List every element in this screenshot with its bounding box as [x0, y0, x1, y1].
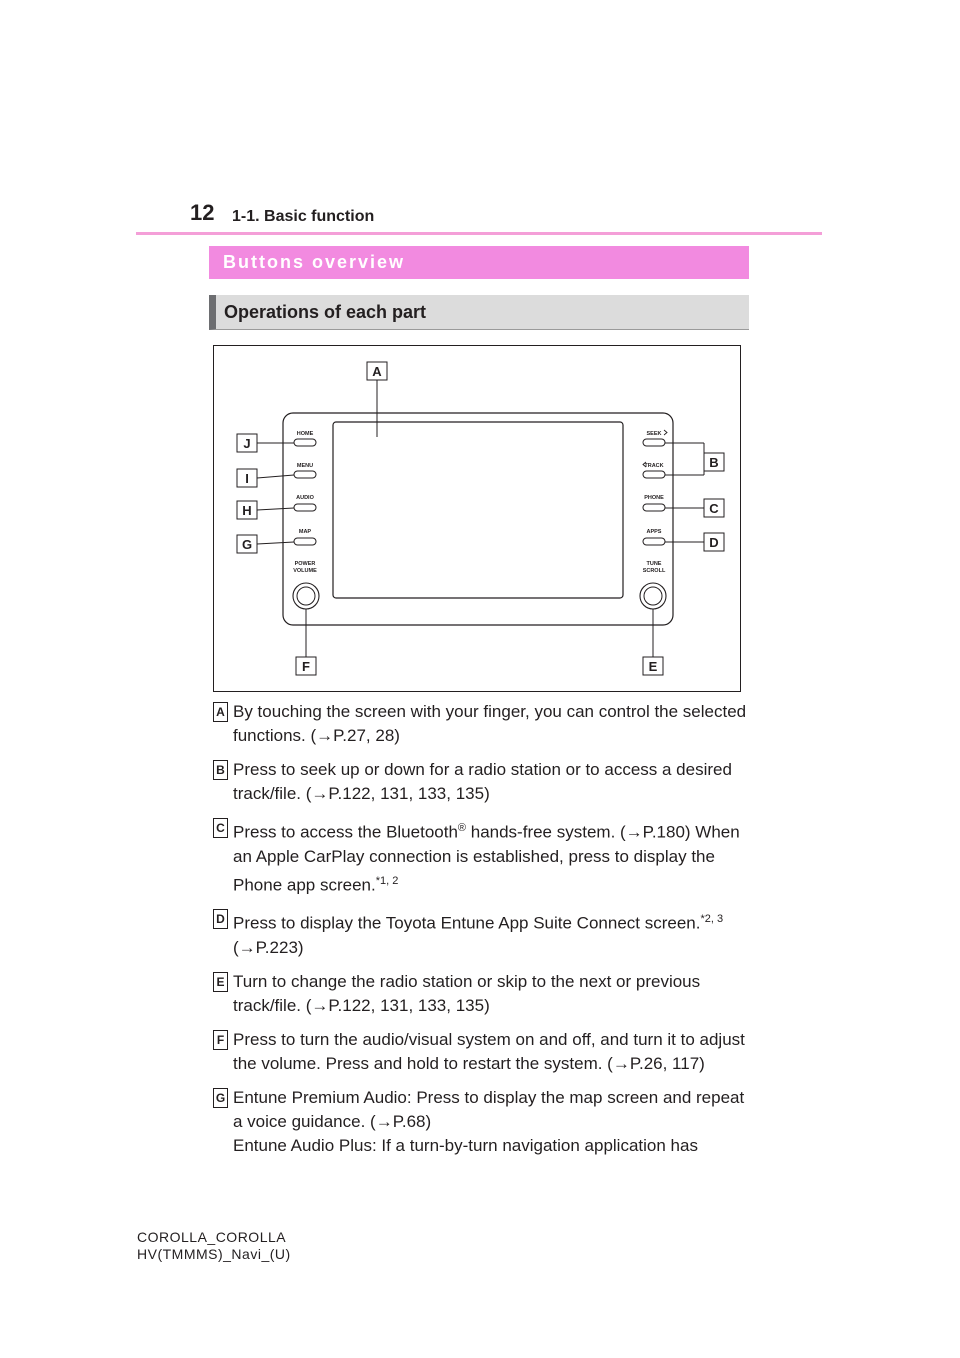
item-letter-badge: B [213, 760, 228, 780]
callout-b: B [709, 455, 719, 470]
callout-i: I [245, 471, 249, 486]
item-text: By touching the screen with your finger, you can control the selected functions. (→P.27, 28) [233, 702, 747, 745]
callout-d: D [709, 535, 719, 550]
apps-button [643, 538, 665, 545]
tune-label: TUNE [646, 561, 662, 567]
head-unit-illustration [213, 345, 741, 692]
item-letter-badge: A [213, 702, 228, 722]
phone-button [643, 504, 665, 511]
callout-g: G [241, 537, 253, 552]
seek-button [643, 439, 665, 446]
operations-subheader: Operations of each part [209, 295, 749, 330]
audio-button [294, 504, 316, 511]
power-label: POWER [294, 561, 316, 567]
item-text: Entune Premium Audio: Press to display the map screen and repeat a voice guidance. (→P.68) [233, 1087, 745, 1131]
callout-j: J [243, 436, 251, 451]
description-item-e [213, 970, 758, 1018]
item-text: Press to access the Bluetooth® hands-free system. (→P.180) When an Apple CarPlay connection is established, press to display the Phone app screen.$^{*1, 2}$ [233, 822, 740, 895]
section-title: 1-1. Basic function [232, 208, 375, 225]
item-text: Turn to change the radio station or skip to the next or previous track/file. (→P.122, 131, 133, 135) [233, 971, 701, 1015]
page-number: 12 [190, 200, 215, 225]
document-footer [137, 1229, 291, 1263]
track-label: TRACK [644, 463, 664, 469]
callout-e: E [648, 659, 658, 674]
phone-label: PHONE [644, 495, 664, 501]
item-text-continued: Entune Audio Plus: If a turn-by-turn navigation application has [233, 1135, 698, 1155]
item-letter-badge: G [213, 1088, 228, 1108]
seek-label: SEEK [646, 431, 662, 437]
track-button [643, 471, 665, 478]
item-text: Press to turn the audio/visual system on and off, and turn it to adjust the volume. Press and hold to restart the system. (→P.26, 117) [233, 1029, 745, 1073]
item-letter-badge: D [213, 909, 228, 929]
callout-h: H [242, 503, 252, 518]
description-item-b [213, 758, 758, 806]
item-text: Press to seek up or down for a radio station or to access a desired track/file. (→P.122, 131, 133, 135) [233, 760, 732, 803]
home-button [294, 439, 316, 446]
description-item-c [213, 816, 758, 897]
description-item-f [213, 1028, 758, 1076]
callout-a: A [372, 364, 382, 379]
tune-scroll-knob-inner [644, 587, 662, 605]
menu-button [294, 471, 316, 478]
touch-screen [333, 422, 623, 598]
description-item-g [213, 1086, 758, 1158]
callout-f: F [302, 659, 310, 674]
power-volume-knob-inner [297, 587, 315, 605]
buttons-overview-banner: Buttons overview [209, 246, 749, 279]
map-label: MAP [298, 529, 312, 535]
footer-line-2: HV(TMMMS)_Navi_(U) [137, 1246, 291, 1262]
item-letter-badge: E [213, 972, 228, 992]
callout-c: C [709, 501, 719, 516]
item-letter-badge: C [213, 818, 228, 838]
scroll-label: SCROLL [642, 568, 666, 574]
footer-line-1: COROLLA_COROLLA [137, 1229, 287, 1245]
audio-label: AUDIO [296, 495, 314, 501]
map-button [294, 538, 316, 545]
header-rule [136, 232, 822, 235]
menu-label: MENU [296, 463, 314, 469]
description-item-d [213, 907, 758, 960]
description-list [213, 700, 758, 1168]
home-label: HOME [296, 431, 314, 437]
description-item-a [213, 700, 758, 748]
apps-label: APPS [646, 529, 662, 535]
volume-label: VOLUME [293, 568, 317, 574]
item-letter-badge: F [213, 1030, 228, 1050]
item-text: Press to display the Toyota Entune App Suite Connect screen.$^{*2, 3}$ (→P.223) [233, 913, 724, 957]
